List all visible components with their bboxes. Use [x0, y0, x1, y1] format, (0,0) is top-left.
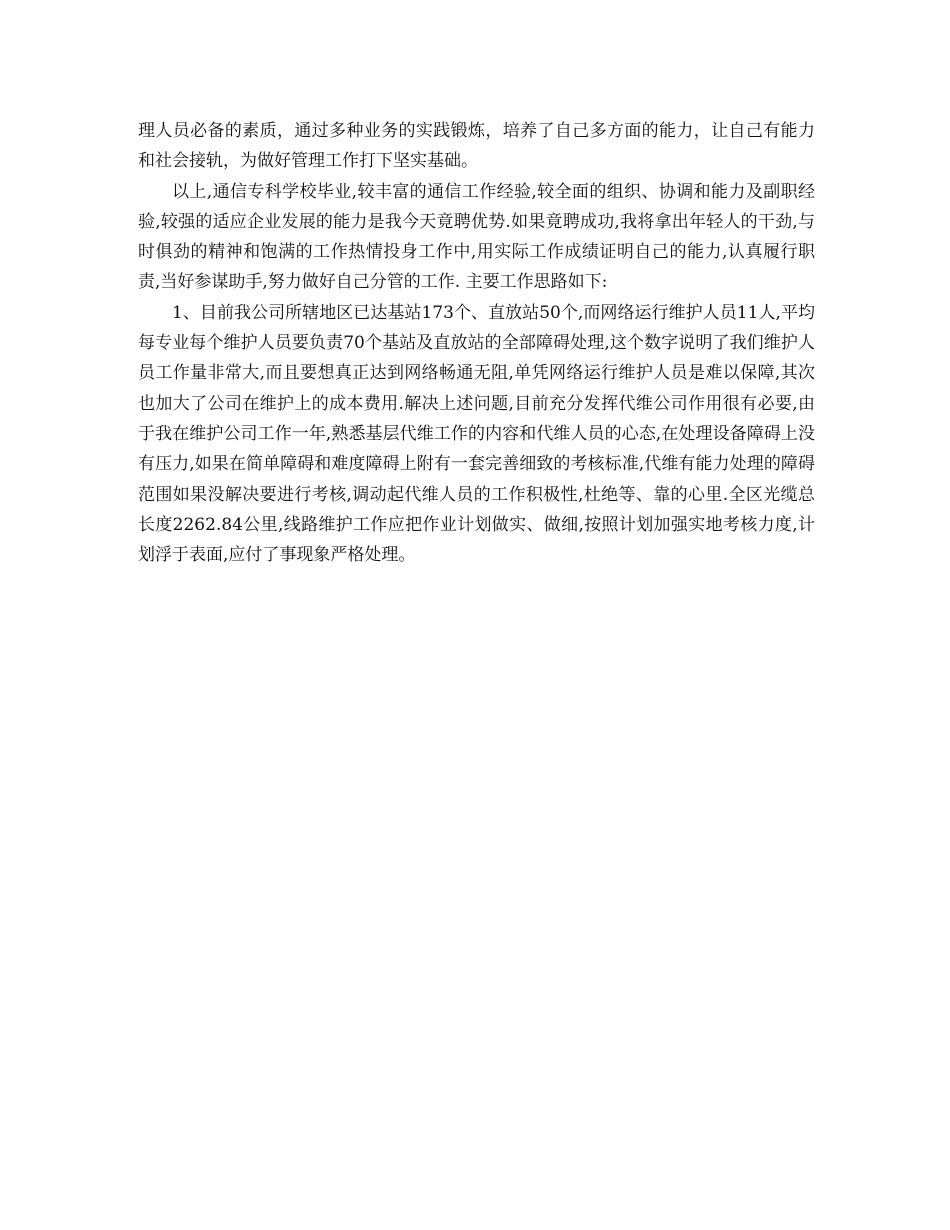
paragraph-work-idea-1: 1、目前我公司所辖地区已达基站173个、直放站50个,而网络运行维护人员11人,平均每专业每个维护人员要负责70个基站及直放站的全部障碍处理,这个数字说明了我们维护人员工作量非常大,而且要想真正达到网络畅通无阻,单凭网络运行维护人员是难以保障,其次也加大了公司在维护上的成本费用.解决上述问题,目前充分发挥代维公司作用很有必要,由于我在维护公司工作一年,熟悉基层代维工作的内容和代维人员的心态,在处理设备障碍上没有压力,如果在简单障碍和难度障碍上附有一套完善细致的考核标准,代维有能力处理的障碍范围如果没解决要进行考核,调动起代维人员的工作积极性,杜绝等、靠的心里.全区光缆总长度2262.84公里,线路维护工作应把作业计划做实、做细,按照计划加强实地考核力度,计划浮于表面,应付了事现象严格处理。 — [138, 302, 815, 566]
paragraph-summary: 以上,通信专科学校毕业,较丰富的通信工作经验,较全面的组织、协调和能力及副职经验,较强的适应企业发展的能力是我今天竟聘优势.如果竟聘成功,我将拿出年轻人的干劲,与时俱劲的精神和饱满的工作热情投身工作中,用实际工作成绩证明自己的能力,认真履行职责,当好参谋助手,努力做好自己分管的工作. 主要工作思路如下: — [138, 181, 815, 293]
paragraph-continuation: 理人员必备的素质，通过多种业务的实践锻炼，培养了自己多方面的能力，让自己有能力和社会接轨，为做好管理工作打下坚实基础。 — [138, 121, 815, 172]
document-body — [138, 116, 815, 570]
